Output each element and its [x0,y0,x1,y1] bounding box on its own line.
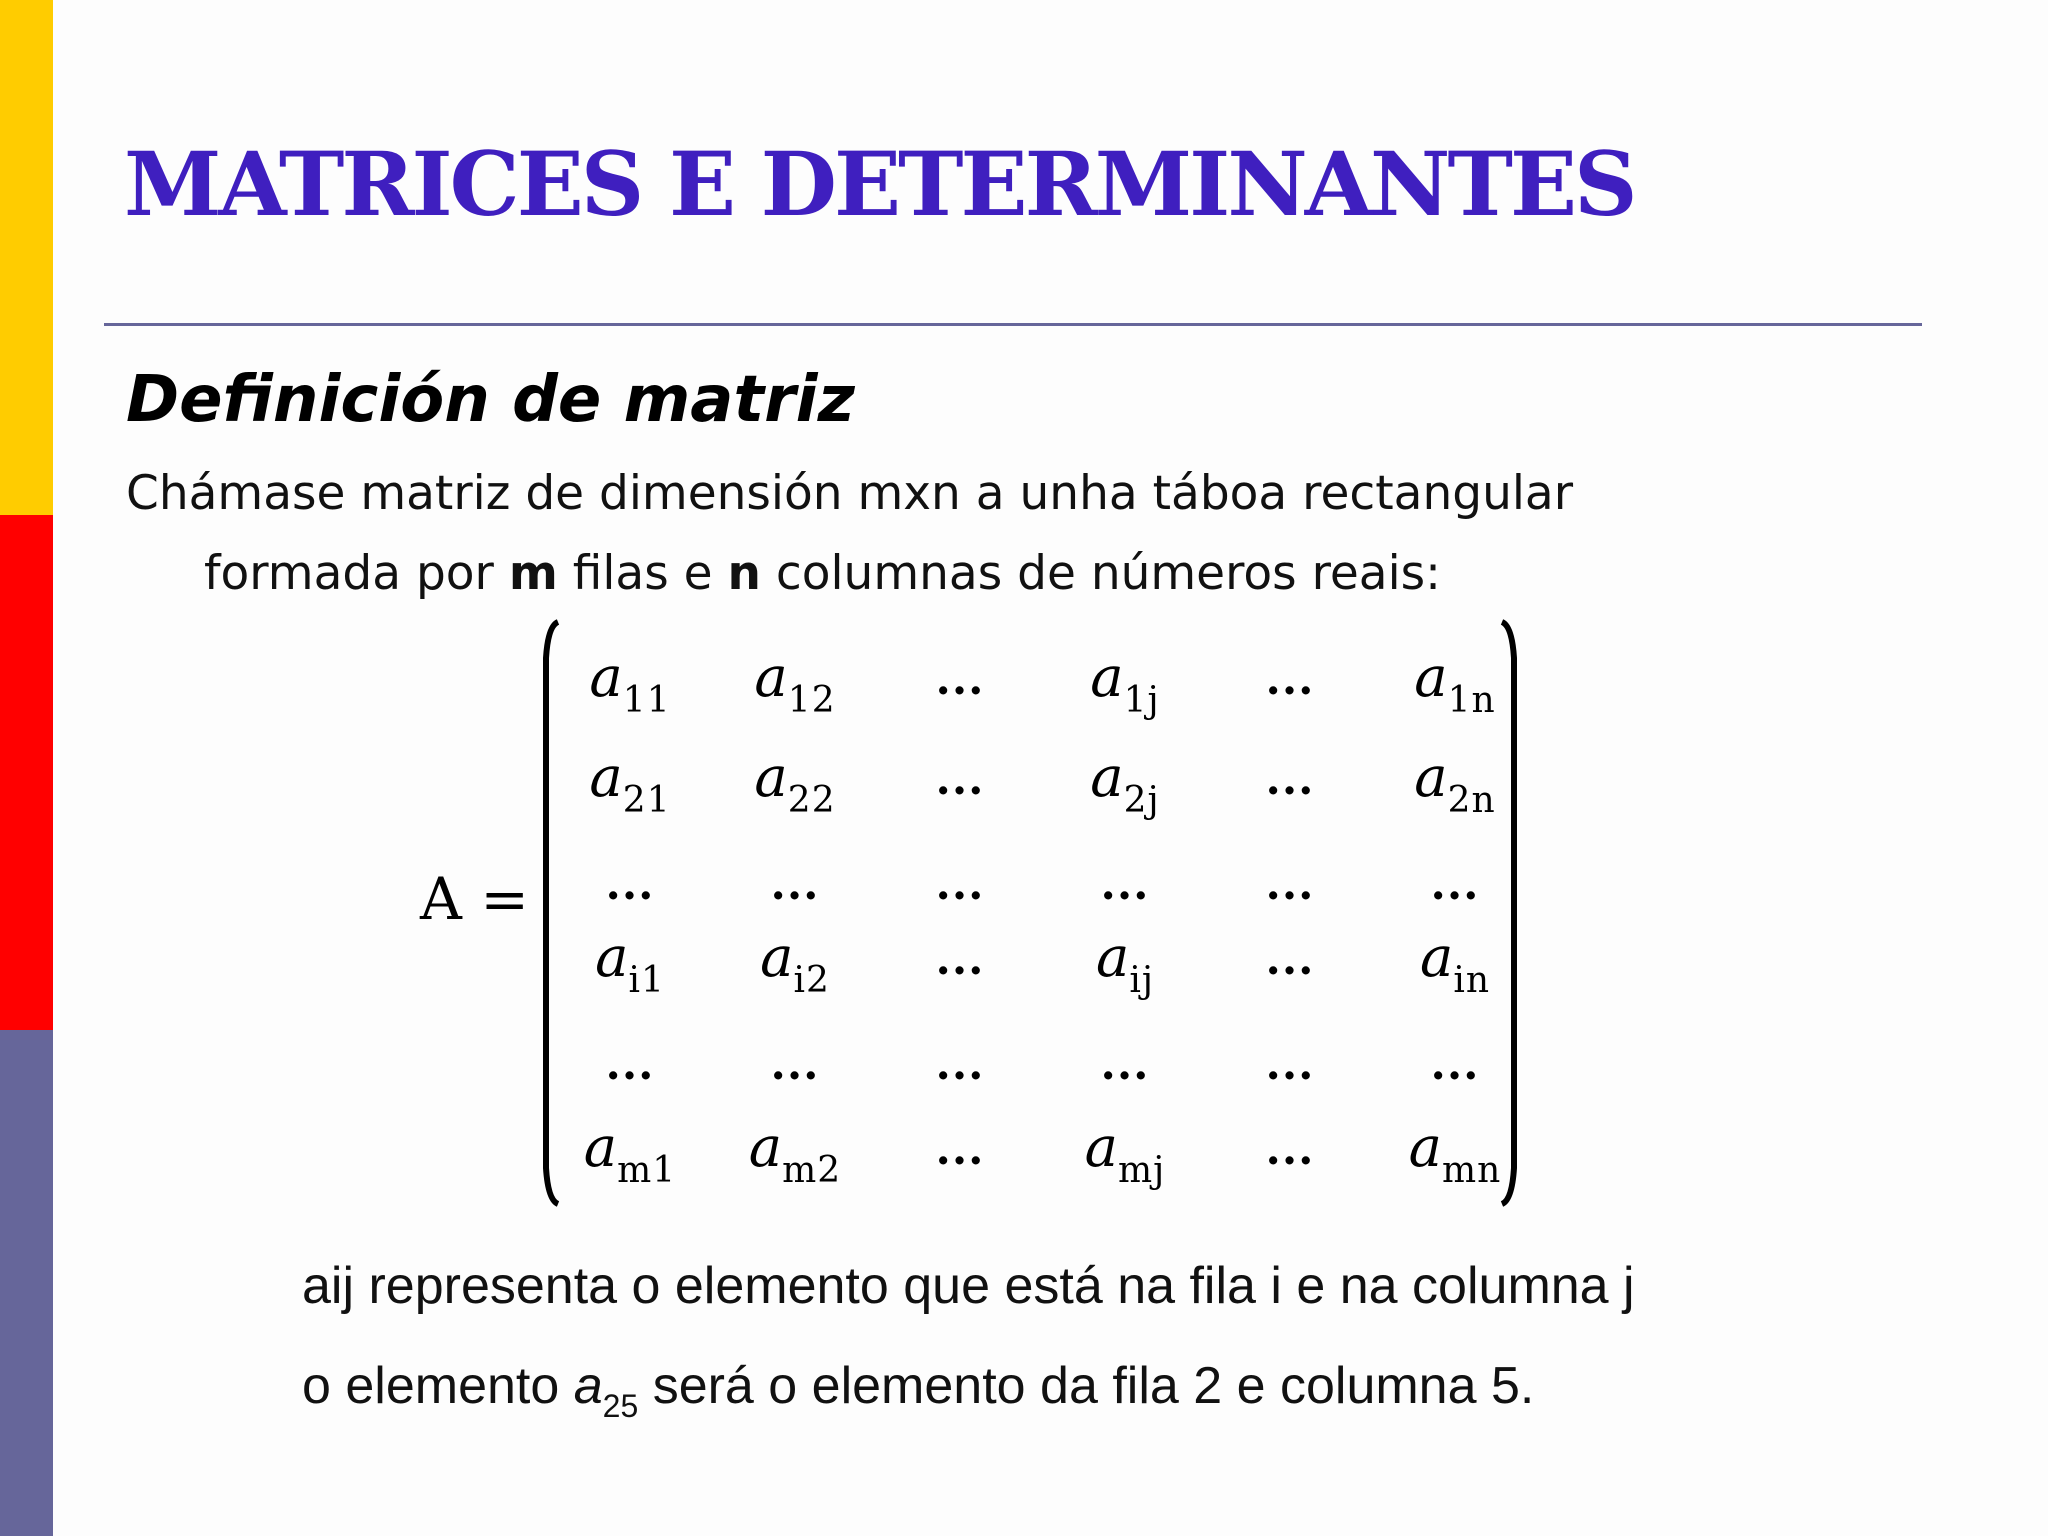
matrix-entry-letter: a [1084,1115,1119,1180]
intro-line-2 [204,546,1441,601]
title-divider [104,323,1922,326]
matrix-ellipsis: ... [770,859,820,910]
note-text: será o elemento da fila 2 e columna 5. [638,1357,1535,1415]
slide-title: MATRICES E DETERMINANTES [124,132,1635,236]
matrix-entry-letter: a [1414,745,1448,810]
matrix-ellipsis: ... [935,859,985,910]
matrix-entry-letter: a [748,1115,783,1180]
matrix-ellipsis: ... [1265,754,1315,805]
matrix-ellipsis: ... [935,654,985,705]
matrix-entry-subscript: mn [1442,1150,1502,1191]
matrix-entry [1419,925,1491,1001]
matrix-label: A = [420,865,529,933]
matrix-ellipsis: ... [1265,934,1315,985]
matrix-entry-subscript: 11 [622,680,671,721]
matrix-entry-letter: a [1419,925,1454,990]
matrix-entry-letter: a [1095,925,1130,990]
matrix-ellipsis: ... [1100,859,1150,910]
matrix-entry-letter: a [760,925,794,990]
matrix-ellipsis: ... [1265,654,1315,705]
matrix-entry [754,645,836,721]
matrix-entry-subscript: m2 [782,1150,842,1191]
matrix-entry-letter: a [754,745,788,810]
matrix-ellipsis: ... [605,1039,655,1090]
matrix-ellipsis: ... [1430,859,1480,910]
matrix-ellipsis: ... [935,1039,985,1090]
matrix-entry-letter: a [589,745,623,810]
note-subscript: 25 [602,1388,639,1424]
matrix-ellipsis: ... [1265,859,1315,910]
accent-bar-blue [0,1030,53,1536]
matrix-ellipsis: ... [1265,1039,1315,1090]
matrix-entry [1095,925,1155,1001]
intro-text: columnas de números reais: [760,546,1441,601]
matrix-entry-subscript: 22 [787,780,836,821]
section-heading: Definición de matriz [126,363,855,437]
matrix-entry [589,745,671,821]
matrix-ellipsis: ... [1100,1039,1150,1090]
matrix-grid [555,630,1502,1191]
matrix-entry-subscript: 2n [1447,780,1496,821]
matrix-entry-subscript: 1j [1123,680,1160,721]
matrix-entry [1414,745,1496,821]
matrix-entry [754,745,836,821]
matrix-ellipsis: ... [935,934,985,985]
matrix-entry-letter: a [1414,645,1448,710]
matrix-entry [760,925,830,1001]
matrix-entry-letter: a [1090,745,1124,810]
matrix-entry-subscript: i1 [628,960,665,1001]
matrix-entry-subscript: 1n [1447,680,1496,721]
note-text: o elemento [302,1357,574,1415]
matrix-entry-letter: a [589,645,623,710]
accent-bar-yellow [0,0,53,515]
matrix-entry [1414,645,1496,721]
matrix-entry-subscript: i2 [793,960,830,1001]
intro-line-1: Chámase matriz de dimensión mxn a unha táboa rectangular [126,466,1574,521]
matrix-ellipsis: ... [935,1124,985,1175]
note-line-1: aij representa o elemento que está na fila i e na columna j [302,1257,1635,1315]
matrix-entry [595,925,665,1001]
matrix-entry-subscript: 12 [787,680,836,721]
matrix-entry-subscript: 21 [622,780,671,821]
matrix-entry-letter: a [1090,645,1124,710]
note-variable: a [573,1357,603,1415]
matrix-entry [1090,745,1160,821]
intro-m: m [508,546,558,601]
matrix-entry-subscript: mj [1118,1150,1166,1191]
matrix-ellipsis: ... [770,1039,820,1090]
matrix-entry [1084,1115,1166,1191]
accent-bar-red [0,515,53,1030]
matrix-entry-subscript: ij [1129,960,1155,1001]
matrix-ellipsis: ... [605,859,655,910]
matrix-entry [589,645,671,721]
matrix-entry-subscript: 2j [1123,780,1160,821]
intro-n: n [727,546,761,601]
matrix-entry-subscript: in [1453,960,1491,1001]
matrix-entry [748,1115,842,1191]
matrix-entry [1408,1115,1502,1191]
matrix-entry [583,1115,677,1191]
matrix-entry-subscript: m1 [617,1150,677,1191]
matrix-ellipsis: ... [935,754,985,805]
matrix-entry-letter: a [1408,1115,1443,1180]
intro-text: filas e [557,546,728,601]
matrix-entry-letter: a [595,925,629,990]
matrix-entry-letter: a [754,645,788,710]
intro-text: formada por [204,546,509,601]
matrix-entry-letter: a [583,1115,618,1180]
note-line-2 [302,1357,1535,1424]
matrix-ellipsis: ... [1265,1124,1315,1175]
matrix-ellipsis: ... [1430,1039,1480,1090]
matrix-entry [1090,645,1160,721]
